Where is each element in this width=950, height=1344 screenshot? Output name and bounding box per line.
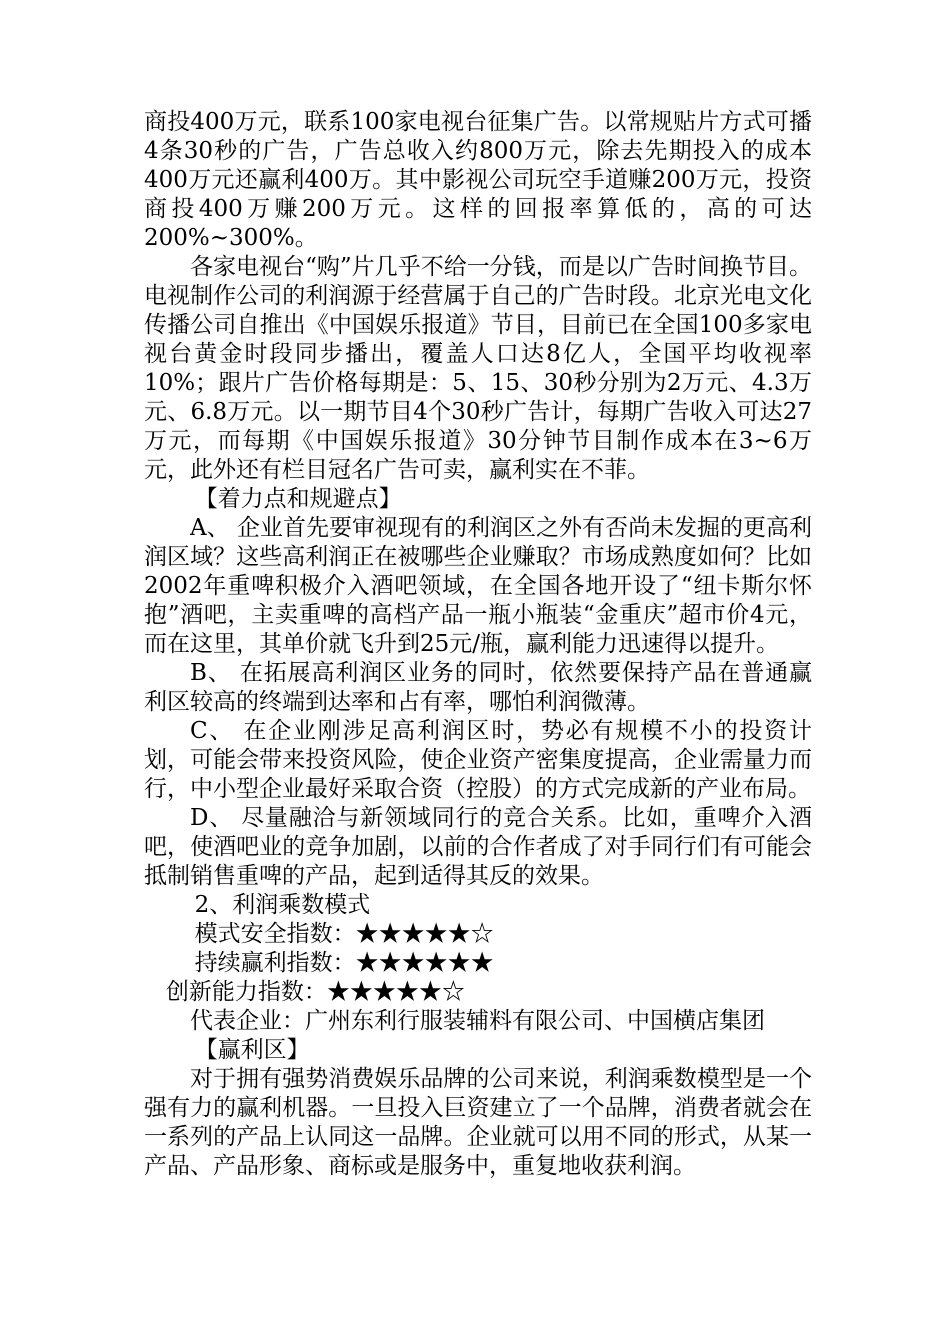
representative-companies: 代表企业：广州东利行服装辅料有限公司、中国横店集团: [190, 1008, 765, 1034]
rating-safety-index: 模式安全指数：★★★★★☆: [194, 921, 494, 947]
paragraph-tv-advertising: 各家电视台“购”片几乎不给一分钱，而是以广告时间换节目。电视制作公司的利润源于经营属于自己的广告时段。北京光电文化传播公司自推出《中国娱乐报道》节目，目前已在全国100多家电视台黄金时段同步播出，覆盖人口达8亿人，全国平均收视率10%；跟片广告价格每期是：5、15、30秒分别为2万元、4.3万元、6.8万元。以一期节目4个30秒广告计，每期广告收入可达27万元，而每期《中国娱乐报道》30分钟节目制作成本在3~6万元，此外还有栏目冠名广告可卖，赢利实在不菲。: [144, 254, 812, 483]
point-a: A、 企业首先要审视现有的利润区之外有否尚未发掘的更高利润区域？这些高利润正在被哪些企业赚取？市场成熟度如何？比如2002年重啤积极介入酒吧领域，在全国各地开设了“纽卡斯尔怀抱”酒吧，主卖重啤的高档产品一瓶小瓶装“金重庆”超市价4元，而在这里，其单价就飞升到25元/瓶，赢利能力迅速得以提升。: [144, 515, 812, 657]
heading-profit-zone: 【赢利区】: [194, 1037, 310, 1063]
heading-focus-and-avoid: 【着力点和规避点】: [194, 486, 402, 512]
rating-sustained-profit-index: 持续赢利指数：★★★★★★: [194, 950, 494, 976]
point-c: C、 在企业刚涉足高利润区时，势必有规模不小的投资计划，可能会带来投资风险，使企业资产密集度提高，企业需量力而行，中小型企业最好采取合资（控股）的方式完成新的产业布局。: [144, 718, 812, 802]
paragraph-revenue-example: 商投400万元，联系100家电视台征集广告。以常规贴片方式可播4条30秒的广告，广告总收入约800万元，除去先期投入的成本400万元还赢利400万。其中影视公司玩空手道赚200万元，投资商投400万赚200万元。这样的回报率算低的，高的可达200%~300%。: [144, 109, 812, 251]
rating-innovation-index: 创新能力指数：★★★★★☆: [165, 979, 465, 1005]
document-page: [144, 108, 812, 1181]
paragraph-profit-multiplier: 对于拥有强势消费娱乐品牌的公司来说，利润乘数模型是一个强有力的赢利机器。一旦投入巨资建立了一个品牌，消费者就会在一系列的产品上认同这一品牌。企业就可以用不同的形式，从某一产品、产品形象、商标或是服务中，重复地收获利润。: [144, 1066, 812, 1179]
point-b: B、 在拓展高利润区业务的同时，依然要保持产品在普通赢利区较高的终端到达率和占有率，哪怕利润微薄。: [144, 660, 812, 715]
section-title-profit-multiplier: 2、利润乘数模式: [194, 892, 371, 918]
point-d: D、 尽量融洽与新领域同行的竞合关系。比如，重啤介入酒吧，使酒吧业的竞争加剧，以前的合作者成了对手同行们有可能会抵制销售重啤的产品，起到适得其反的效果。: [144, 805, 812, 889]
